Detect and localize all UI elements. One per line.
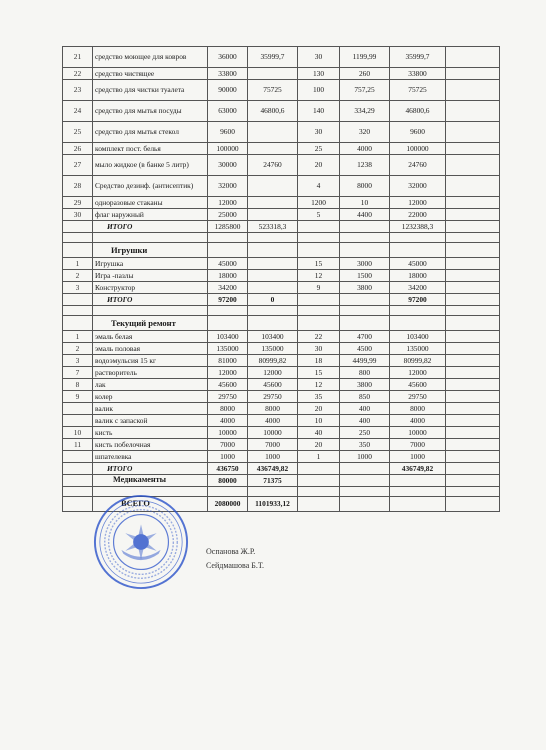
table-row bbox=[63, 451, 500, 463]
item-name: одноразовые стаканы bbox=[93, 197, 208, 209]
empty-cell bbox=[446, 343, 500, 355]
empty-cell bbox=[446, 101, 500, 122]
unit-price: 400 bbox=[340, 415, 390, 427]
total-label: ИТОГО bbox=[93, 463, 208, 475]
item-name: комплект пост. белья bbox=[93, 143, 208, 155]
planned-amount: 34200 bbox=[208, 282, 248, 294]
total-amount: 33800 bbox=[390, 68, 446, 80]
planned-amount: 45600 bbox=[208, 379, 248, 391]
total-t: 436749,82 bbox=[390, 463, 446, 475]
quantity: 30 bbox=[298, 47, 340, 68]
unit-price: 3800 bbox=[340, 379, 390, 391]
quantity: 1 bbox=[298, 451, 340, 463]
actual-amount: 10000 bbox=[248, 427, 298, 439]
planned-amount: 25000 bbox=[208, 209, 248, 221]
planned-amount: 29750 bbox=[208, 391, 248, 403]
empty-cell bbox=[446, 143, 500, 155]
table-row bbox=[63, 282, 500, 294]
row-number: 25 bbox=[63, 122, 93, 143]
empty-cell bbox=[446, 403, 500, 415]
section-title-toys: Игрушки bbox=[93, 243, 208, 258]
row-number: 3 bbox=[63, 355, 93, 367]
quantity: 5 bbox=[298, 209, 340, 221]
item-name: шпателевка bbox=[93, 451, 208, 463]
quantity: 130 bbox=[298, 68, 340, 80]
empty-cell bbox=[446, 415, 500, 427]
table-row bbox=[63, 258, 500, 270]
planned-amount: 103400 bbox=[208, 331, 248, 343]
total-amount: 8000 bbox=[390, 403, 446, 415]
table-row bbox=[63, 143, 500, 155]
quantity: 30 bbox=[298, 122, 340, 143]
table-row bbox=[63, 427, 500, 439]
actual-amount bbox=[248, 68, 298, 80]
item-name: эмаль половая bbox=[93, 343, 208, 355]
total-amount: 7000 bbox=[390, 439, 446, 451]
actual-amount: 1000 bbox=[248, 451, 298, 463]
empty-cell bbox=[446, 331, 500, 343]
empty-cell bbox=[446, 355, 500, 367]
item-name: флаг наружный bbox=[93, 209, 208, 221]
total-amount: 18000 bbox=[390, 270, 446, 282]
actual-amount bbox=[248, 143, 298, 155]
item-name: Игра -пазлы bbox=[93, 270, 208, 282]
unit-price: 4000 bbox=[340, 143, 390, 155]
table-row bbox=[63, 197, 500, 209]
total-amount: 9600 bbox=[390, 122, 446, 143]
unit-price: 250 bbox=[340, 427, 390, 439]
table-row bbox=[63, 415, 500, 427]
quantity: 20 bbox=[298, 155, 340, 176]
planned-amount: 1000 bbox=[208, 451, 248, 463]
unit-price: 1500 bbox=[340, 270, 390, 282]
actual-amount: 135000 bbox=[248, 343, 298, 355]
planned-amount: 10000 bbox=[208, 427, 248, 439]
total-amount: 45600 bbox=[390, 379, 446, 391]
actual-amount: 29750 bbox=[248, 391, 298, 403]
row-number: 1 bbox=[63, 331, 93, 343]
actual-amount: 35999,7 bbox=[248, 47, 298, 68]
quantity: 25 bbox=[298, 143, 340, 155]
quantity: 40 bbox=[298, 427, 340, 439]
planned-amount: 32000 bbox=[208, 176, 248, 197]
toys-section bbox=[63, 243, 500, 258]
planned-amount: 45000 bbox=[208, 258, 248, 270]
quantity: 140 bbox=[298, 101, 340, 122]
quantity: 18 bbox=[298, 355, 340, 367]
row-number: 27 bbox=[63, 155, 93, 176]
empty-cell bbox=[446, 155, 500, 176]
quantity: 15 bbox=[298, 258, 340, 270]
row-number: 9 bbox=[63, 391, 93, 403]
quantity: 9 bbox=[298, 282, 340, 294]
household-section bbox=[63, 47, 500, 221]
budget-table bbox=[62, 46, 500, 512]
toys-total bbox=[63, 294, 500, 316]
table-row bbox=[63, 209, 500, 221]
planned-amount: 8000 bbox=[208, 403, 248, 415]
planned-amount: 63000 bbox=[208, 101, 248, 122]
total-amount: 29750 bbox=[390, 391, 446, 403]
grand-c2: 1101933,12 bbox=[248, 497, 298, 512]
row-number bbox=[63, 451, 93, 463]
grand-c1: 2080000 bbox=[208, 497, 248, 512]
quantity: 10 bbox=[298, 415, 340, 427]
quantity: 20 bbox=[298, 403, 340, 415]
total-amount: 103400 bbox=[390, 331, 446, 343]
empty-cell bbox=[446, 258, 500, 270]
total-amount: 135000 bbox=[390, 343, 446, 355]
table-row bbox=[63, 122, 500, 143]
table-row bbox=[63, 343, 500, 355]
actual-amount bbox=[248, 282, 298, 294]
empty-cell bbox=[446, 282, 500, 294]
total-amount: 34200 bbox=[390, 282, 446, 294]
planned-amount: 18000 bbox=[208, 270, 248, 282]
row-number: 2 bbox=[63, 270, 93, 282]
unit-price: 1238 bbox=[340, 155, 390, 176]
total-amount: 35999,7 bbox=[390, 47, 446, 68]
planned-amount: 36000 bbox=[208, 47, 248, 68]
row-number: 28 bbox=[63, 176, 93, 197]
item-name: средство чистящее bbox=[93, 68, 208, 80]
row-number: 21 bbox=[63, 47, 93, 68]
total-amount: 80999,82 bbox=[390, 355, 446, 367]
table-row bbox=[63, 176, 500, 197]
total-c2: 436749,82 bbox=[248, 463, 298, 475]
table-row bbox=[63, 439, 500, 451]
planned-amount: 135000 bbox=[208, 343, 248, 355]
item-name: средство для мытья посуды bbox=[93, 101, 208, 122]
item-name: лак bbox=[93, 379, 208, 391]
actual-amount bbox=[248, 258, 298, 270]
row-number: 29 bbox=[63, 197, 93, 209]
table-row bbox=[63, 379, 500, 391]
item-name: средство моющее для ковров bbox=[93, 47, 208, 68]
signature-2: Сейдмашова Б.Т. bbox=[206, 561, 264, 570]
table-row bbox=[63, 270, 500, 282]
unit-price: 320 bbox=[340, 122, 390, 143]
actual-amount: 24760 bbox=[248, 155, 298, 176]
quantity: 35 bbox=[298, 391, 340, 403]
grand-label: ВСЕГО bbox=[93, 497, 208, 512]
row-number: 24 bbox=[63, 101, 93, 122]
table-row bbox=[63, 355, 500, 367]
total-amount: 12000 bbox=[390, 197, 446, 209]
total-amount: 22000 bbox=[390, 209, 446, 221]
item-name: средство для мытья стекол bbox=[93, 122, 208, 143]
item-name: водоэмульсия 15 кг bbox=[93, 355, 208, 367]
total-c1: 436750 bbox=[208, 463, 248, 475]
empty-cell bbox=[446, 122, 500, 143]
quantity: 30 bbox=[298, 343, 340, 355]
total-c1: 1285800 bbox=[208, 221, 248, 233]
empty-cell bbox=[446, 80, 500, 101]
item-name: кисть побелочная bbox=[93, 439, 208, 451]
item-name: эмаль белая bbox=[93, 331, 208, 343]
table-row bbox=[63, 155, 500, 176]
item-name: колер bbox=[93, 391, 208, 403]
total-amount: 45000 bbox=[390, 258, 446, 270]
unit-price: 3800 bbox=[340, 282, 390, 294]
quantity: 12 bbox=[298, 379, 340, 391]
medic-c1: 80000 bbox=[208, 475, 248, 487]
total-amount: 75725 bbox=[390, 80, 446, 101]
unit-price: 4400 bbox=[340, 209, 390, 221]
planned-amount: 12000 bbox=[208, 367, 248, 379]
total-c1: 97200 bbox=[208, 294, 248, 306]
unit-price: 400 bbox=[340, 403, 390, 415]
total-amount: 12000 bbox=[390, 367, 446, 379]
actual-amount bbox=[248, 197, 298, 209]
empty-cell bbox=[446, 451, 500, 463]
row-number: 10 bbox=[63, 427, 93, 439]
actual-amount bbox=[248, 270, 298, 282]
item-name: растворитель bbox=[93, 367, 208, 379]
empty-cell bbox=[446, 391, 500, 403]
signature-1: Оспанова Ж.Р. bbox=[206, 547, 256, 556]
unit-price: 757,25 bbox=[340, 80, 390, 101]
unit-price: 850 bbox=[340, 391, 390, 403]
planned-amount: 90000 bbox=[208, 80, 248, 101]
planned-amount: 9600 bbox=[208, 122, 248, 143]
quantity: 4 bbox=[298, 176, 340, 197]
repair-rows bbox=[63, 331, 500, 463]
unit-price: 4499,99 bbox=[340, 355, 390, 367]
empty-cell bbox=[446, 197, 500, 209]
total-label: ИТОГО bbox=[93, 294, 208, 306]
actual-amount: 45600 bbox=[248, 379, 298, 391]
item-name: кисть bbox=[93, 427, 208, 439]
actual-amount: 80999,82 bbox=[248, 355, 298, 367]
quantity: 100 bbox=[298, 80, 340, 101]
quantity: 22 bbox=[298, 331, 340, 343]
actual-amount: 8000 bbox=[248, 403, 298, 415]
unit-price: 1000 bbox=[340, 451, 390, 463]
row-number: 22 bbox=[63, 68, 93, 80]
empty-cell bbox=[446, 367, 500, 379]
table-row bbox=[63, 101, 500, 122]
empty-cell bbox=[446, 439, 500, 451]
row-number: 1 bbox=[63, 258, 93, 270]
quantity: 12 bbox=[298, 270, 340, 282]
actual-amount bbox=[248, 209, 298, 221]
actual-amount: 4000 bbox=[248, 415, 298, 427]
item-name: валик bbox=[93, 403, 208, 415]
item-name: Конструктор bbox=[93, 282, 208, 294]
unit-price: 4500 bbox=[340, 343, 390, 355]
unit-price: 8000 bbox=[340, 176, 390, 197]
total-c2: 523318,3 bbox=[248, 221, 298, 233]
total-label: ИТОГО bbox=[93, 221, 208, 233]
item-name: валик с запаской bbox=[93, 415, 208, 427]
row-number: 2 bbox=[63, 343, 93, 355]
unit-price: 4700 bbox=[340, 331, 390, 343]
row-number: 11 bbox=[63, 439, 93, 451]
official-stamp bbox=[92, 493, 190, 591]
total-amount: 1000 bbox=[390, 451, 446, 463]
table-row bbox=[63, 80, 500, 101]
empty-cell bbox=[446, 176, 500, 197]
planned-amount: 7000 bbox=[208, 439, 248, 451]
table-row bbox=[63, 391, 500, 403]
item-name: мыло жидкое (в банке 5 литр) bbox=[93, 155, 208, 176]
planned-amount: 4000 bbox=[208, 415, 248, 427]
total-amount: 100000 bbox=[390, 143, 446, 155]
row-number: 26 bbox=[63, 143, 93, 155]
row-number: 3 bbox=[63, 282, 93, 294]
quantity: 20 bbox=[298, 439, 340, 451]
row-number: 8 bbox=[63, 379, 93, 391]
actual-amount bbox=[248, 176, 298, 197]
total-amount: 32000 bbox=[390, 176, 446, 197]
unit-price: 334,29 bbox=[340, 101, 390, 122]
total-amount: 4000 bbox=[390, 415, 446, 427]
toys-rows bbox=[63, 258, 500, 294]
item-name: Игрушка bbox=[93, 258, 208, 270]
quantity: 1200 bbox=[298, 197, 340, 209]
table-row bbox=[63, 331, 500, 343]
total-amount: 46800,6 bbox=[390, 101, 446, 122]
total-t: 97200 bbox=[390, 294, 446, 306]
medic-c2: 71375 bbox=[248, 475, 298, 487]
unit-price: 3000 bbox=[340, 258, 390, 270]
actual-amount: 103400 bbox=[248, 331, 298, 343]
total-t: 1232388,3 bbox=[390, 221, 446, 233]
unit-price: 1199,99 bbox=[340, 47, 390, 68]
planned-amount: 30000 bbox=[208, 155, 248, 176]
table-row bbox=[63, 68, 500, 80]
planned-amount: 12000 bbox=[208, 197, 248, 209]
actual-amount: 46800,6 bbox=[248, 101, 298, 122]
section-title-repair: Текущий ремонт bbox=[93, 316, 208, 331]
unit-price: 800 bbox=[340, 367, 390, 379]
planned-amount: 100000 bbox=[208, 143, 248, 155]
empty-cell bbox=[446, 270, 500, 282]
empty-cell bbox=[446, 47, 500, 68]
row-number: 30 bbox=[63, 209, 93, 221]
row-number bbox=[63, 415, 93, 427]
household-total bbox=[63, 221, 500, 243]
row-number: 23 bbox=[63, 80, 93, 101]
table-row bbox=[63, 403, 500, 415]
total-amount: 10000 bbox=[390, 427, 446, 439]
total-amount: 24760 bbox=[390, 155, 446, 176]
unit-price: 260 bbox=[340, 68, 390, 80]
empty-cell bbox=[446, 427, 500, 439]
item-name: Средство дезинф. (антисептик) bbox=[93, 176, 208, 197]
empty-cell bbox=[446, 68, 500, 80]
item-name: средство для чистки туалета bbox=[93, 80, 208, 101]
unit-price: 350 bbox=[340, 439, 390, 451]
actual-amount bbox=[248, 122, 298, 143]
repair-section bbox=[63, 316, 500, 331]
actual-amount: 7000 bbox=[248, 439, 298, 451]
actual-amount: 12000 bbox=[248, 367, 298, 379]
planned-amount: 81000 bbox=[208, 355, 248, 367]
planned-amount: 33800 bbox=[208, 68, 248, 80]
quantity: 15 bbox=[298, 367, 340, 379]
row-number: 7 bbox=[63, 367, 93, 379]
row-number bbox=[63, 403, 93, 415]
empty-cell bbox=[446, 209, 500, 221]
total-c2: 0 bbox=[248, 294, 298, 306]
medic-label: Медикаменты bbox=[93, 475, 208, 487]
empty-cell bbox=[446, 379, 500, 391]
table-row bbox=[63, 367, 500, 379]
table-row bbox=[63, 47, 500, 68]
unit-price: 10 bbox=[340, 197, 390, 209]
actual-amount: 75725 bbox=[248, 80, 298, 101]
